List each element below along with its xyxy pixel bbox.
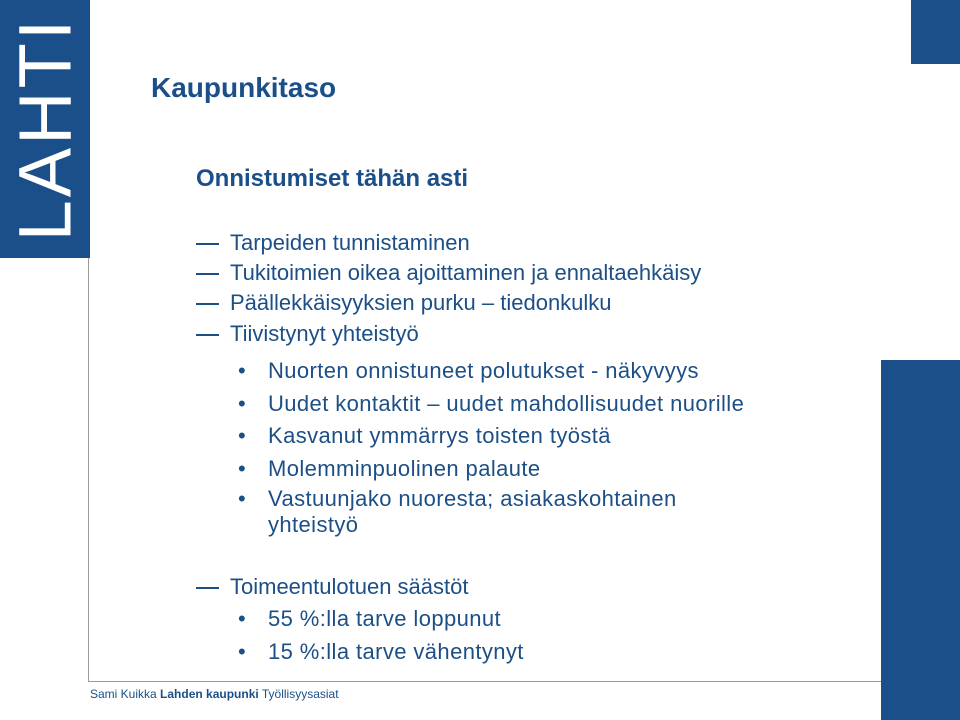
- sub-list-item-text: 15 %:lla tarve vähentynyt: [268, 638, 524, 664]
- dash-icon: [196, 334, 219, 336]
- bullet-icon: •: [238, 358, 247, 383]
- bullet-icon: •: [238, 423, 247, 448]
- footer-author: Sami Kuikka: [90, 687, 157, 701]
- sub-list-item: [238, 454, 798, 483]
- sub-list-cooperation: [238, 356, 798, 542]
- bullet-icon: •: [238, 390, 247, 416]
- sub-list-item-text: 55 %:lla tarve loppunut: [268, 606, 502, 631]
- list-item-text: Päällekkäisyyksien purku – tiedonkulku: [230, 290, 612, 316]
- sub-list-item: [238, 356, 798, 385]
- dash-icon: [196, 587, 219, 589]
- footer-department: Työllisyysasiat: [261, 687, 339, 701]
- footer-divider: [88, 681, 881, 682]
- footer-organization: Lahden kaupunki: [160, 687, 259, 701]
- sub-list-item-text: Nuorten onnistuneet polutukset - näkyvyys: [268, 358, 699, 383]
- sub-list-item: [238, 486, 758, 538]
- sub-list-item-text: Uudet kontaktit – uudet mahdollisuudet nuorille: [268, 390, 745, 416]
- list-item-text: Toimeentulotuen säästöt: [230, 574, 469, 599]
- sub-list-item: [238, 389, 798, 418]
- sub-list-item: [238, 421, 798, 450]
- sub-list-item-text: Molemminpuolinen palaute: [268, 455, 541, 481]
- bullet-icon: •: [238, 606, 247, 631]
- dash-icon: [196, 303, 219, 305]
- savings-list: [196, 572, 816, 602]
- list-item: [196, 572, 816, 602]
- list-item: [196, 228, 816, 258]
- sub-list-item-text: Kasvanut ymmärrys toisten työstä: [268, 423, 611, 448]
- list-item-text: Tiivistynyt yhteistyö: [230, 320, 419, 346]
- sub-list-savings: [238, 604, 798, 669]
- dash-icon: [196, 273, 219, 275]
- list-item-text: Tukitoimien oikea ajoittaminen ja ennaltaehkäisy: [230, 260, 702, 286]
- corner-accent: [911, 0, 960, 64]
- right-accent-bar: [881, 360, 960, 720]
- list-item: [196, 288, 816, 318]
- sub-list-item-text: Vastuunjako nuoresta; asiakaskohtainen yhteistyö: [268, 486, 677, 537]
- sub-list-item: [238, 637, 798, 666]
- dash-icon: [196, 243, 219, 245]
- logo-bar: [0, 0, 90, 258]
- list-item: [196, 258, 816, 288]
- bullet-icon: •: [238, 486, 247, 511]
- list-item: [196, 319, 816, 349]
- left-divider: [88, 258, 89, 682]
- lahti-logo: LAHTI: [3, 16, 87, 242]
- main-list: [196, 228, 816, 349]
- bullet-icon: •: [238, 455, 247, 481]
- footer: [90, 687, 339, 701]
- slide-subtitle: Onnistumiset tähän asti: [196, 165, 469, 192]
- bullet-icon: •: [238, 638, 247, 664]
- slide-title: Kaupunkitaso: [151, 72, 337, 103]
- list-item-text: Tarpeiden tunnistaminen: [230, 230, 470, 255]
- sub-list-item: [238, 604, 798, 633]
